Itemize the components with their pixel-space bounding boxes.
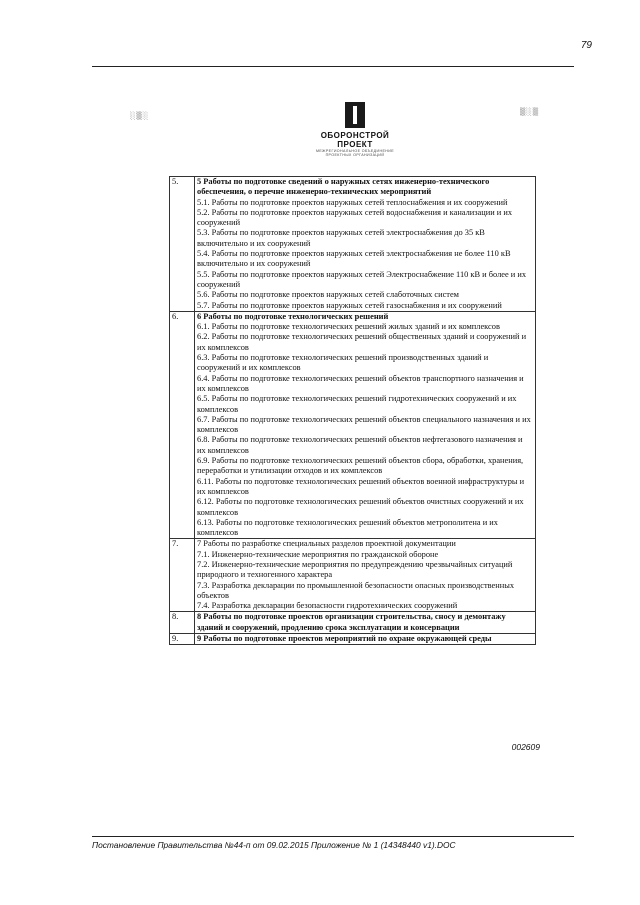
document-code: 002609 bbox=[511, 742, 540, 752]
table-row bbox=[170, 177, 536, 312]
row-content bbox=[195, 311, 536, 539]
list-item: 6.2. Работы по подготовке технологических решений общественных зданий и сооружений и их комплексов bbox=[197, 332, 527, 352]
list-item: 6.8. Работы по подготовке технологических решений объектов нефтегазового назначения и их комплексов bbox=[197, 435, 523, 455]
row-number: 5. bbox=[170, 177, 195, 312]
scan-artifact: ▒░▒ bbox=[520, 108, 540, 116]
row-number: 6. bbox=[170, 311, 195, 539]
list-item: 5.2. Работы по подготовке проектов наружных сетей водоснабжения и канализации и их сооружений bbox=[197, 207, 513, 228]
list-item: 6.5. Работы по подготовке технологических решений гидротехнических сооружений и их комплексов bbox=[197, 394, 517, 414]
list-item: 6.7. Работы по подготовке технологических решений объектов специального назначения и их комплексов bbox=[197, 414, 531, 435]
row-number: 9. bbox=[170, 634, 195, 645]
section-title: 5 Работы по подготовке сведений о наружных сетях инженерно-технического обеспечения, о перечне инженерно-технических мероприятий bbox=[197, 177, 490, 197]
table-row bbox=[170, 634, 536, 645]
list-item: 5.3. Работы по подготовке проектов наружных сетей электроснабжения до 35 кВ включительно и их сооружений bbox=[197, 228, 485, 248]
page-number: 79 bbox=[580, 40, 592, 51]
list-item: 6.13. Работы по подготовке технологических решений объектов метрополитена и их комплексов bbox=[197, 517, 498, 538]
row-number: 8. bbox=[170, 612, 195, 634]
list-item: 7.1. Инженерно-технические мероприятия по гражданской обороне bbox=[197, 549, 439, 559]
list-item: 5.6. Работы по подготовке проектов наружных сетей слаботочных систем bbox=[197, 290, 459, 300]
list-item: 7.4. Разработка декларации безопасности гидротехнических сооружений bbox=[197, 601, 458, 611]
list-item: 6.3. Работы по подготовке технологических решений производственных зданий и сооружений и их комплексов bbox=[197, 353, 489, 373]
row-content bbox=[195, 634, 536, 645]
scan-artifact: ░▒░ bbox=[130, 112, 150, 120]
logo-name: ОБОРОНСТРОЙ ПРОЕКТ bbox=[320, 131, 390, 149]
list-item: 5.5. Работы по подготовке проектов наружных сетей Электроснабжение 110 кВ и более и их сооружений bbox=[197, 269, 527, 289]
list-item: 5.4. Работы по подготовке проектов наружных сетей электроснабжения не более 110 кВ включительно и их сооружений bbox=[197, 249, 511, 269]
list-item: 6.11. Работы по подготовке технологических решений объектов военной инфраструктуры и их комплексов bbox=[197, 476, 525, 496]
list-item: 5.7. Работы по подготовке проектов наружных сетей газоснабжения и их сооружений bbox=[197, 300, 502, 310]
works-table bbox=[169, 176, 536, 645]
footer-text: Постановление Правительства №44-п от 09.02.2015 Приложение № 1 (14348440 v1).DOC bbox=[92, 840, 456, 850]
row-content bbox=[195, 177, 536, 312]
section-title: 8 Работы по подготовке проектов организации строительства, сносу и демонтажу зданий и сооружений, продлению срока эксплуатации и консервации bbox=[197, 612, 506, 632]
list-item: 6.4. Работы по подготовке технологических решений объектов транспортного назначения и их комплексов bbox=[197, 373, 524, 393]
section-title: 6 Работы по подготовке технологических решений bbox=[197, 311, 389, 321]
row-content bbox=[195, 539, 536, 612]
tower-icon bbox=[345, 102, 365, 128]
table-row bbox=[170, 612, 536, 634]
section-title: 7 Работы по разработке специальных разделов проектной документации bbox=[197, 539, 456, 549]
footer-rule bbox=[92, 836, 574, 837]
section-title: 9 Работы по подготовке проектов мероприятий по охране окружающей среды bbox=[197, 634, 492, 644]
logo-subtitle: МЕЖРЕГИОНАЛЬНОЕ ОБЪЕДИНЕНИЕ ПРОЕКТНЫХ ОРГАНИЗАЦИЙ bbox=[315, 149, 395, 157]
header-rule bbox=[92, 66, 574, 67]
row-content bbox=[195, 612, 536, 634]
company-logo bbox=[305, 102, 405, 157]
table-row bbox=[170, 539, 536, 612]
list-item: 7.3. Разработка декларации по промышленной безопасности опасных производственных объектов bbox=[197, 580, 515, 600]
list-item: 7.2. Инженерно-технические мероприятия по предупреждению чрезвычайных ситуаций природного и техногенного характера bbox=[197, 559, 513, 580]
table-row bbox=[170, 311, 536, 539]
list-item: 5.1. Работы по подготовке проектов наружных сетей теплоснабжения и их сооружений bbox=[197, 197, 508, 207]
list-item: 6.9. Работы по подготовке технологических решений объектов сбора, обработки, хранения, переработки и утилизации отходов и их комплексов bbox=[197, 456, 524, 476]
row-number: 7. bbox=[170, 539, 195, 612]
list-item: 6.12. Работы по подготовке технологических решений объектов очистных сооружений и их комплексов bbox=[197, 497, 524, 517]
list-item: 6.1. Работы по подготовке технологических решений жилых зданий и их комплексов bbox=[197, 322, 500, 332]
